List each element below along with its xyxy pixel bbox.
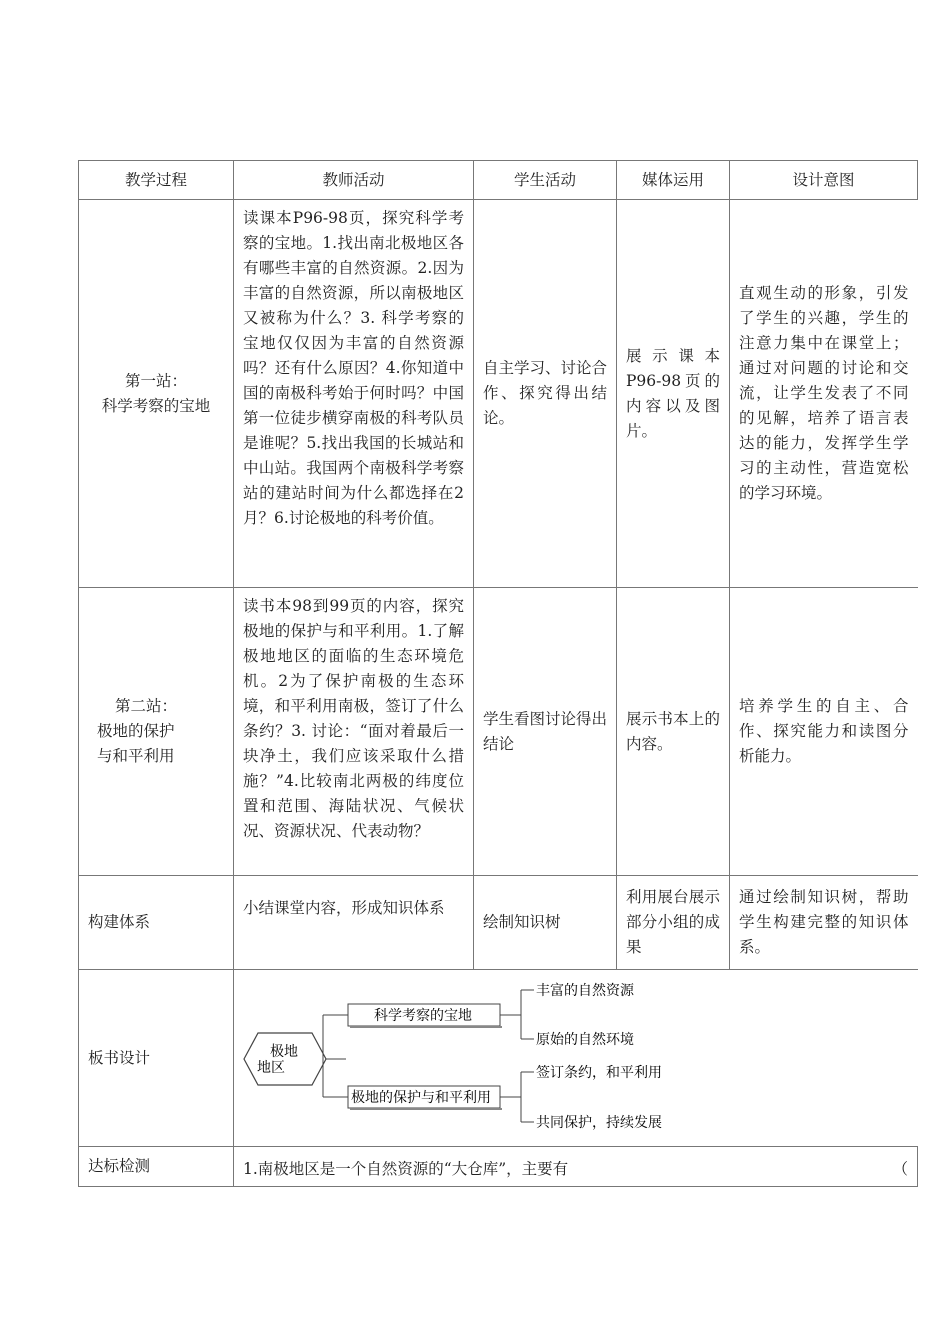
teacher-cell: 读课本P96-98页，探究科学考察的宝地。1.找出南北极地区各有哪些丰富的自然资源。2.因为丰富的自然资源，所以南极地区又被称为什么？3. 科学考察的宝地仅仅因为丰富的自然资源吗？还有什么原因？4.你知道中国的南极科考始于何时吗？中国第一位徒步横穿南极的科考队员是谁呢？5.找出我国的长城站和中山站。我国两个南极科学考察站的建站时间为什么都选择在2月？6.讨论极地的科考价值。 bbox=[234, 200, 474, 588]
process-cell bbox=[79, 588, 234, 876]
student-cell: 自主学习、讨论合作、探究得出结论。 bbox=[474, 200, 617, 588]
header-process: 教学过程 bbox=[79, 161, 234, 200]
check-row bbox=[79, 1147, 918, 1187]
intent-cell: 培养学生的自主、合作、探究能力和读图分析能力。 bbox=[730, 588, 918, 876]
process-line: 科学考察的宝地 bbox=[101, 396, 211, 415]
table-row bbox=[79, 588, 918, 876]
check-label: 达标检测 bbox=[79, 1147, 234, 1187]
table-row bbox=[79, 200, 918, 588]
intent-cell: 直观生动的形象，引发了学生的兴趣，学生的注意力集中在课堂上；通过对问题的讨论和交流，让学生发表了不同的见解，培养了语言表达的能力，发挥学生学习的主动性，营造宽松的学习环境。 bbox=[730, 200, 918, 588]
branch-label: 极地的保护与和平利用 bbox=[351, 1090, 491, 1106]
check-question: 1.南极地区是一个自然资源的“大仓库”，主要有 bbox=[243, 1160, 569, 1178]
teacher-cell: 小结课堂内容，形成知识体系 bbox=[234, 876, 474, 970]
process-line: 第二站： bbox=[115, 697, 178, 715]
media-cell: 展示书本上的内容。 bbox=[617, 588, 730, 876]
process-line: 极地的保护 bbox=[97, 722, 175, 740]
leaf-label: 丰富的自然资源 bbox=[536, 983, 634, 999]
header-intent: 设计意图 bbox=[730, 161, 918, 200]
student-cell: 绘制知识树 bbox=[474, 876, 617, 970]
header-media: 媒体运用 bbox=[617, 161, 730, 200]
root-label-line: 极地 bbox=[270, 1044, 298, 1060]
check-cell bbox=[234, 1147, 918, 1187]
root-label-line: 地区 bbox=[257, 1060, 285, 1076]
check-paren: （ bbox=[892, 1160, 908, 1178]
leaf-label: 原始的自然环境 bbox=[536, 1032, 634, 1048]
knowledge-tree-diagram bbox=[234, 970, 917, 1146]
table-row bbox=[79, 876, 918, 970]
leaf-label: 签订条约，和平利用 bbox=[536, 1065, 662, 1081]
leaf-label: 共同保护，持续发展 bbox=[536, 1115, 662, 1131]
process-line: 与和平利用 bbox=[97, 747, 175, 765]
board-row bbox=[79, 970, 918, 1147]
process-line: 第一站： bbox=[124, 371, 187, 390]
intent-cell: 通过绘制知识树，帮助学生构建完整的知识体系。 bbox=[730, 876, 918, 970]
teacher-cell: 读书本98到99页的内容，探究极地的保护与和平利用。1.了解极地地区的面临的生态环境危机。2为了保护南极的生态环境，和平利用南极，签订了什么条约？3. 讨论：“面对着最后一块净土，我们应该采取什么措施？”4.比较南北两极的纬度位置和范围、海陆状况、气候状况、资源状况、代表动物？ bbox=[234, 588, 474, 876]
header-teacher: 教师活动 bbox=[234, 161, 474, 200]
header-student: 学生活动 bbox=[474, 161, 617, 200]
media-cell: 利用展台展示部分小组的成果 bbox=[617, 876, 730, 970]
process-cell bbox=[79, 200, 234, 588]
board-label: 板书设计 bbox=[79, 970, 234, 1147]
lesson-plan-table bbox=[78, 160, 918, 1187]
student-cell: 学生看图讨论得出结论 bbox=[474, 588, 617, 876]
board-diagram-cell bbox=[234, 970, 918, 1147]
process-cell: 构建体系 bbox=[79, 876, 234, 970]
media-cell: 展示课本P96-98页的内容以及图片。 bbox=[617, 200, 730, 588]
table-header-row bbox=[79, 161, 918, 200]
branch-label: 科学考察的宝地 bbox=[374, 1008, 472, 1024]
